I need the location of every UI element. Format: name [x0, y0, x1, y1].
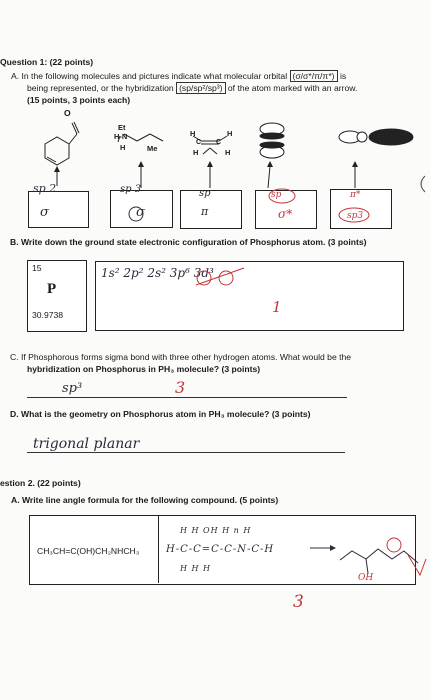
q1a-line1 — [11, 71, 346, 82]
answer-4-bottom: σ* — [278, 207, 293, 221]
element-symbol: P — [47, 281, 57, 297]
q2-line-angle-sketch — [0, 515, 430, 595]
q2-struct-top: H H OH H n H — [180, 526, 252, 535]
config-grading-marks — [0, 260, 430, 300]
arrow-2-head — [138, 161, 144, 167]
allene-h4: H — [225, 148, 231, 157]
q1b-score: 1 — [272, 298, 282, 316]
q1-title: Question 1: (22 points) — [0, 57, 94, 67]
q1d-answer-line — [27, 452, 345, 453]
q1d-question: D. What is the geometry on Phosphorus atom in PH₃ molecule? (3 points) — [10, 409, 311, 419]
molecule-drawings — [0, 108, 430, 198]
et-label: Et — [118, 123, 126, 132]
q1a-text-1: A. In the following molecules and pictures indicate what molecular orbital — [11, 71, 288, 81]
q2-struct-mid: H-C-C=C-C-N-C-H — [166, 544, 275, 555]
arrow-3-head — [207, 161, 213, 167]
allene-h2: H — [227, 129, 233, 138]
answer-1-top: sp 2 — [33, 182, 57, 195]
q1c-answer-line — [27, 397, 347, 398]
q2a-question: A. Write line angle formula for the following compound. (5 points) — [11, 495, 279, 505]
q2-title: estion 2. (22 points) — [0, 478, 81, 488]
allene-c2: C — [216, 139, 222, 146]
q1c-question-1: C. If Phosphorous forms sigma bond with three other hydrogen atoms. What would be the — [10, 352, 352, 362]
q2-formula: CH₃CH=C(OH)CH₂NHCH₃ — [37, 546, 140, 556]
q1d-answer: trigonal planar — [33, 436, 140, 452]
answer-5-bottom: sp3 — [347, 211, 364, 221]
electron-config-answer: 1s² 2p² 2s² 3p⁶ 3d³ — [101, 266, 214, 280]
q1b-question: B. Write down the ground state electronic configuration of Phosphorus atom. (3 points) — [10, 237, 367, 247]
answer-4-top: sp — [271, 190, 282, 200]
q1a-text-2: being represented, or the hybridization — [27, 83, 174, 93]
answer-5-top: π* — [350, 190, 361, 200]
arrow-1-head — [54, 166, 60, 172]
allene-h1: H — [190, 129, 196, 138]
q2-struct-bot: H H H — [180, 564, 212, 573]
allene-h3: H — [193, 148, 199, 157]
answer-1-bottom: σ — [40, 205, 49, 220]
q1c-question-2: hybridization on Phosphorus in PH₃ molecule? (3 points) — [27, 364, 261, 374]
answer-3-top: sp — [199, 188, 211, 199]
hn-label: H-N — [114, 132, 128, 141]
q1c-score: 3 — [175, 378, 186, 397]
grading-circles-q1a — [0, 188, 430, 228]
p-orbital-pair — [260, 123, 284, 158]
arrow-4-head — [267, 161, 273, 167]
answer-2-bottom: σ — [136, 205, 145, 220]
atomic-mass: 30.9738 — [32, 310, 64, 320]
answer-3-bottom: π — [201, 205, 209, 218]
arrow-5-head — [352, 161, 358, 167]
me-label: Me — [147, 144, 158, 153]
orbital-options-box: (σ/σ*/π/π*) — [290, 70, 338, 82]
q1a-is: is — [339, 71, 347, 81]
q1a-points: (15 points, 3 points each) — [27, 95, 131, 105]
q2-score: 3 — [293, 592, 304, 612]
q2-oh-label: OH — [358, 573, 374, 583]
hybridization-options-box: (sp/sp²/sp³) — [176, 82, 225, 94]
arrow-4-shaft — [268, 166, 270, 188]
sigma-orbital-lobes — [339, 129, 413, 145]
answer-2-top: sp 3 — [120, 184, 142, 195]
atomic-number: 15 — [32, 263, 42, 273]
h-label: H — [120, 143, 126, 152]
allene-c1: C — [196, 139, 202, 146]
carbonyl-o-label: O — [64, 108, 71, 118]
q1a-line2 — [27, 83, 357, 94]
q1c-answer: sp³ — [62, 381, 83, 396]
q1a-text-3: of the atom marked with an arrow. — [227, 83, 358, 93]
cyclohexene-aldehyde — [45, 122, 79, 165]
